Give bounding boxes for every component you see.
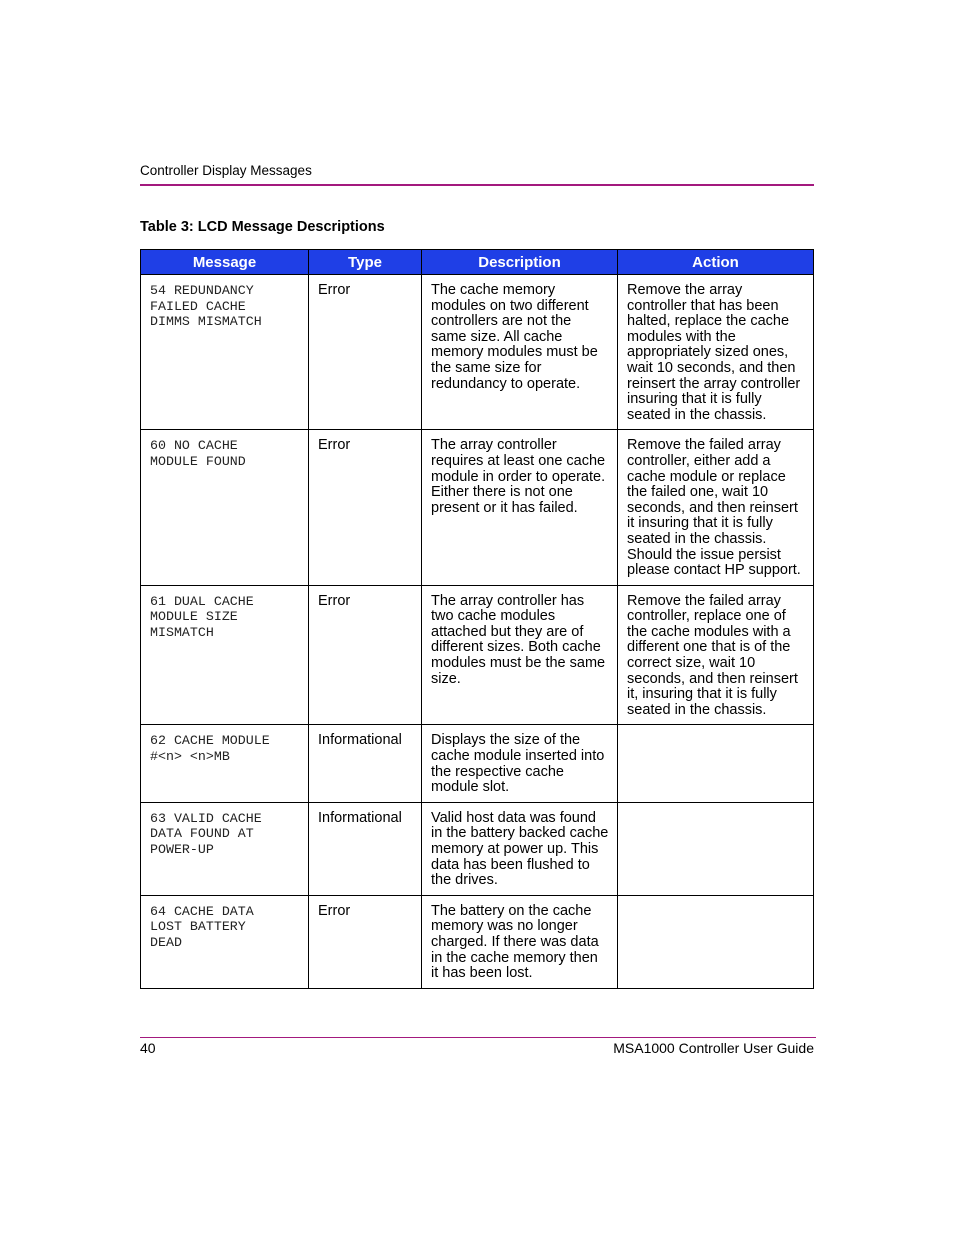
lcd-message-table <box>140 249 814 989</box>
table-row <box>141 725 814 802</box>
message-cell: 62 CACHE MODULE #<n> <n>MB <box>141 725 309 802</box>
action-cell <box>618 725 814 802</box>
footer-divider <box>140 1037 816 1038</box>
page-number: 40 <box>140 1040 156 1056</box>
action-cell: Remove the failed array controller, either add a cache module or replace the failed one, wait 10 seconds, and then reinsert it insuring that it is fully seated in the chassis. Should the issue persist please contact HP support. <box>618 430 814 585</box>
description-cell: The array controller requires at least one cache module in order to operate. Either there is not one present or it has failed. <box>422 430 618 585</box>
type-cell: Error <box>309 895 422 988</box>
description-cell: The cache memory modules on two different controllers are not the same size. All cache memory modules must be the same size for redundancy to operate. <box>422 275 618 430</box>
action-cell <box>618 895 814 988</box>
table-row <box>141 895 814 988</box>
type-cell: Error <box>309 275 422 430</box>
action-cell: Remove the array controller that has been halted, replace the cache modules with the appropriately sized ones, wait 10 seconds, and then reinsert the array controller insuring that it is fully seated in the chassis. <box>618 275 814 430</box>
message-cell: 54 REDUNDANCY FAILED CACHE DIMMS MISMATCH <box>141 275 309 430</box>
action-cell <box>618 802 814 895</box>
action-cell: Remove the failed array controller, replace one of the cache modules with a different one that is of the correct size, wait 10 seconds, and then reinsert it, insuring that it is fully seated in the chassis. <box>618 585 814 725</box>
type-cell: Informational <box>309 802 422 895</box>
column-header-message: Message <box>141 250 309 275</box>
column-header-action: Action <box>618 250 814 275</box>
type-cell: Error <box>309 585 422 725</box>
type-cell: Informational <box>309 725 422 802</box>
type-cell: Error <box>309 430 422 585</box>
description-cell: Displays the size of the cache module inserted into the respective cache module slot. <box>422 725 618 802</box>
message-cell: 61 DUAL CACHE MODULE SIZE MISMATCH <box>141 585 309 725</box>
table-row <box>141 275 814 430</box>
message-cell: 63 VALID CACHE DATA FOUND AT POWER-UP <box>141 802 309 895</box>
message-cell: 64 CACHE DATA LOST BATTERY DEAD <box>141 895 309 988</box>
table-row <box>141 430 814 585</box>
table-row <box>141 802 814 895</box>
description-cell: Valid host data was found in the battery backed cache memory at power up. This data has been flushed to the drives. <box>422 802 618 895</box>
column-header-type: Type <box>309 250 422 275</box>
message-cell: 60 NO CACHE MODULE FOUND <box>141 430 309 585</box>
table-header-row <box>141 250 814 275</box>
header-divider <box>140 184 814 186</box>
description-cell: The battery on the cache memory was no longer charged. If there was data in the cache memory then it has been lost. <box>422 895 618 988</box>
description-cell: The array controller has two cache modules attached but they are of different sizes. Both cache modules must be the same size. <box>422 585 618 725</box>
guide-title: MSA1000 Controller User Guide <box>613 1040 814 1056</box>
table-caption: Table 3: LCD Message Descriptions <box>140 219 385 235</box>
table-row <box>141 585 814 725</box>
running-header: Controller Display Messages <box>140 163 312 178</box>
column-header-description: Description <box>422 250 618 275</box>
